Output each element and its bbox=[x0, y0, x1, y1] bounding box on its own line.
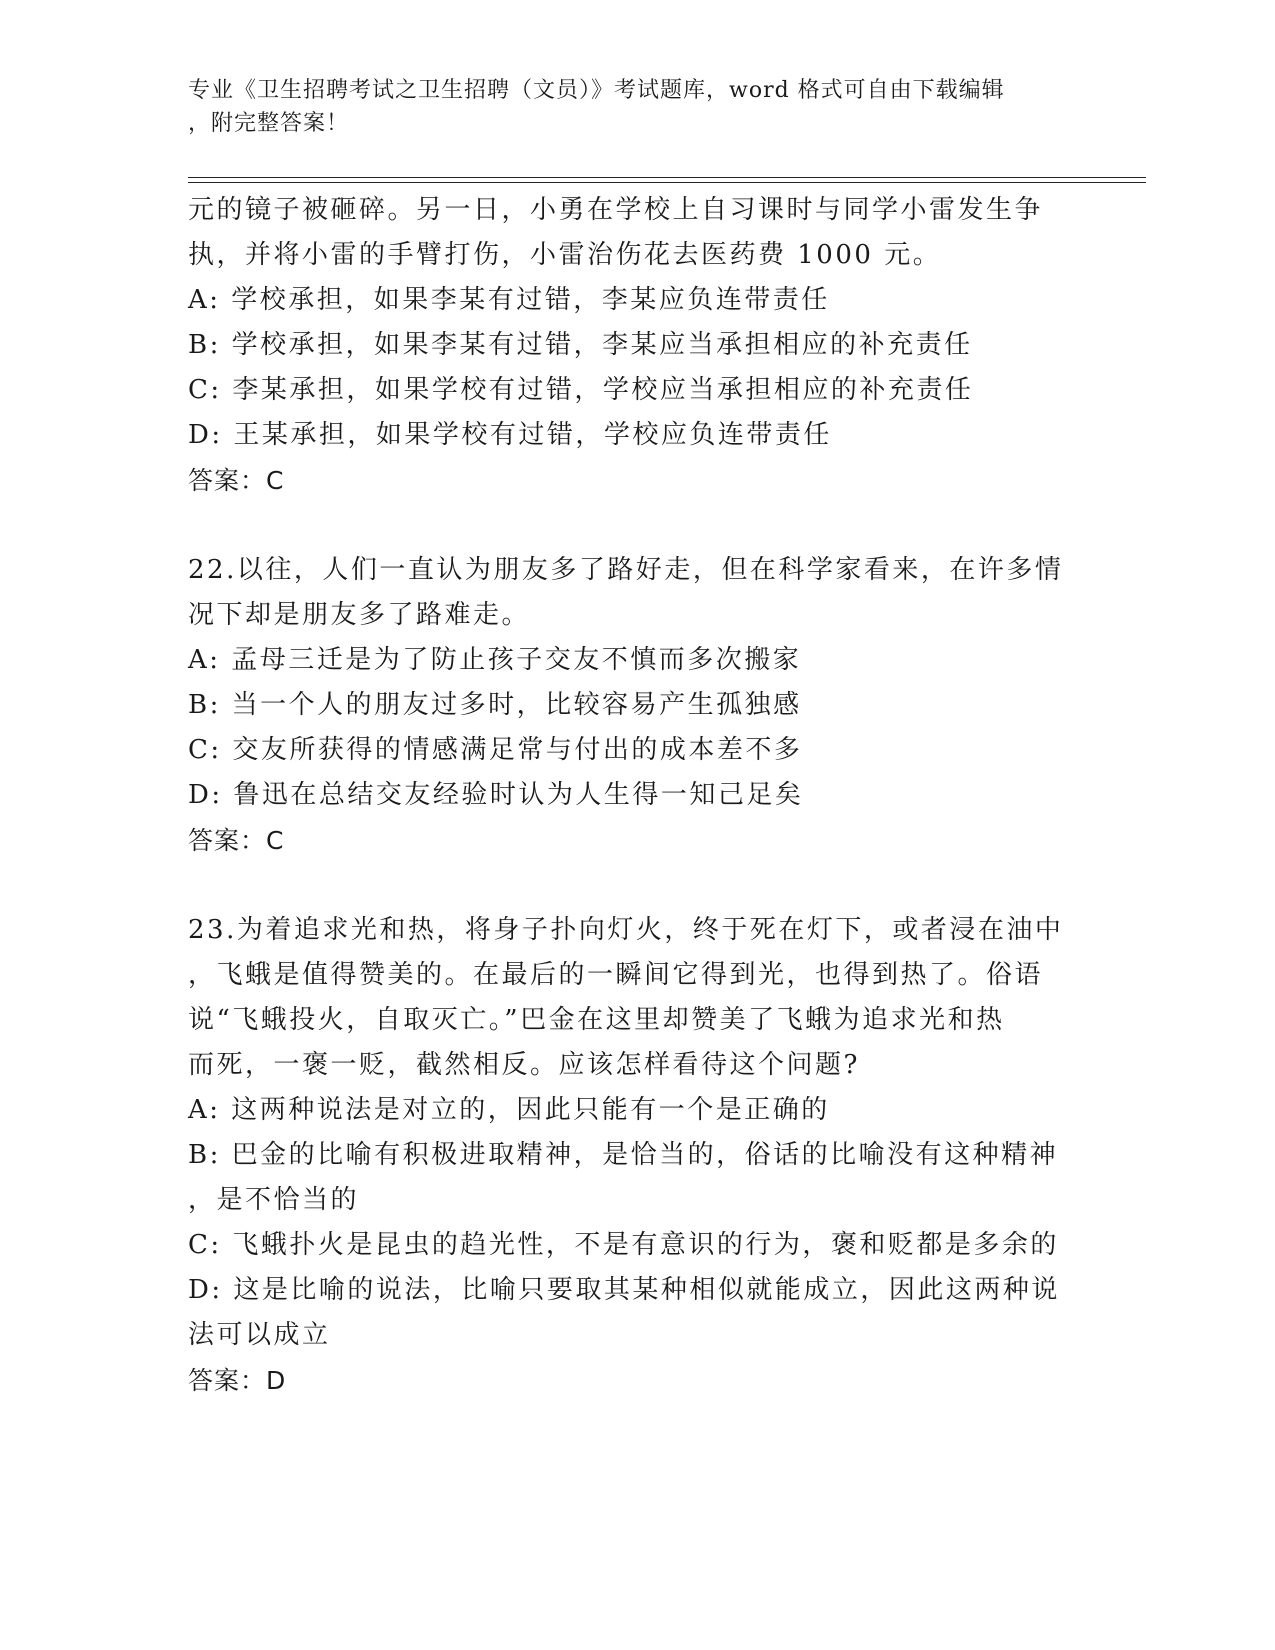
question-stem-line: 而死，一褒一贬，截然相反。应该怎样看待这个问题? bbox=[188, 1050, 860, 1080]
answer-label: 答案：C bbox=[188, 466, 285, 495]
option-b-continued: ，是不恰当的 bbox=[188, 1185, 360, 1215]
option-a: A: 学校承担，如果李某有过错，李某应负连带责任 bbox=[188, 285, 830, 315]
question-content bbox=[188, 188, 1068, 1403]
option-b: B: 巴金的比喻有积极进取精神，是恰当的，俗话的比喻没有这种精神 bbox=[188, 1140, 1059, 1170]
question-stem-line: ，飞蛾是值得赞美的。在最后的一瞬间它得到光，也得到热了。俗语 bbox=[188, 960, 1044, 990]
option-c: C: 李某承担，如果学校有过错，学校应当承担相应的补充责任 bbox=[188, 375, 974, 405]
question-22 bbox=[188, 548, 1068, 863]
option-b: B: 学校承担，如果李某有过错，李某应当承担相应的补充责任 bbox=[188, 330, 973, 360]
question-23 bbox=[188, 908, 1068, 1403]
option-b: B: 当一个人的朋友过多时，比较容易产生孤独感 bbox=[188, 690, 802, 720]
question-stem-line: 22.以往，人们一直认为朋友多了路好走，但在科学家看来，在许多情 bbox=[188, 555, 1064, 585]
option-d: D: 这是比喻的说法，比喻只要取其某种相似就能成立，因此这两种说 bbox=[188, 1275, 1060, 1305]
question-spacer bbox=[188, 863, 1068, 908]
option-c: C: 交友所获得的情感满足常与付出的成本差不多 bbox=[188, 735, 803, 765]
answer-label: 答案：D bbox=[188, 1366, 287, 1395]
question-stem-line: 说“飞蛾投火，自取灭亡。”巴金在这里却赞美了飞蛾为追求光和热 bbox=[188, 1005, 1005, 1035]
header-title-line-2: ，附完整答案！ bbox=[188, 111, 350, 136]
option-c: C: 飞蛾扑火是昆虫的趋光性，不是有意识的行为，褒和贬都是多余的 bbox=[188, 1230, 1059, 1260]
header-title-line-1: 专业《卫生招聘考试之卫生招聘（文员）》考试题库，word 格式可自由下载编辑 bbox=[188, 78, 1005, 103]
option-a: A: 这两种说法是对立的，因此只能有一个是正确的 bbox=[188, 1095, 830, 1125]
question-spacer bbox=[188, 503, 1068, 548]
question-stem-line: 况下却是朋友多了路难走。 bbox=[188, 600, 531, 630]
question-stem-line: 元的镜子被砸碎。另一日，小勇在学校上自习课时与同学小雷发生争 bbox=[188, 195, 1044, 225]
question-21 bbox=[188, 188, 1068, 503]
option-a: A: 孟母三迁是为了防止孩子交友不慎而多次搬家 bbox=[188, 645, 802, 675]
header-divider-bottom bbox=[188, 182, 1146, 183]
header-divider-top bbox=[188, 177, 1146, 178]
question-stem-line: 执，并将小雷的手臂打伤，小雷治伤花去医药费 1000 元。 bbox=[188, 240, 942, 270]
option-d: D: 王某承担，如果学校有过错，学校应负连带责任 bbox=[188, 420, 832, 450]
document-header bbox=[188, 74, 1078, 140]
option-d: D: 鲁迅在总结交友经验时认为人生得一知己足矣 bbox=[188, 780, 804, 810]
question-stem-line: 23.为着追求光和热，将身子扑向灯火，终于死在灯下，或者浸在油中 bbox=[188, 915, 1064, 945]
option-d-continued: 法可以成立 bbox=[188, 1320, 331, 1350]
answer-label: 答案：C bbox=[188, 826, 285, 855]
